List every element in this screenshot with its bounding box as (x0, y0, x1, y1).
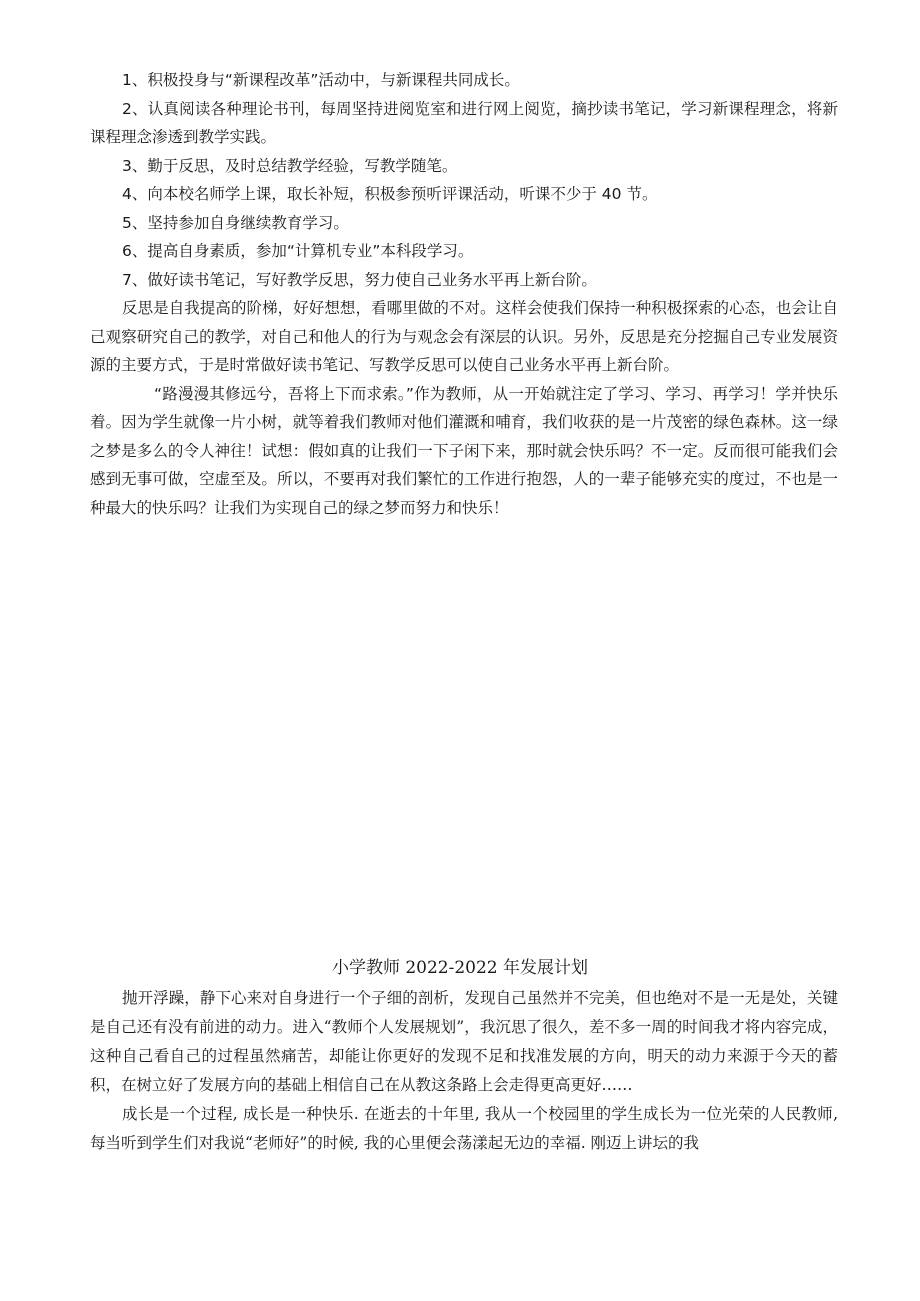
development-plan-section (90, 984, 838, 1158)
reflection-paragraph: 反思是自我提高的阶梯，好好想想，看哪里做的不对。这样会使我们保持一种积极探索的心态，也会让自己观察研究自己的教学，对自己和他人的行为与观念会有深层的认识。另外，反思是充分挖掘自己专业发展资源的主要方式，于是时常做好读书笔记、写教学反思可以使自己业务水平再上新台阶。 (90, 299, 838, 374)
plan-item-7: 7、做好读书笔记，写好教学反思，努力使自己业务水平再上新台阶。 (122, 270, 597, 289)
intro-paragraph: 抛开浮躁，静下心来对自身进行一个子细的剖析，发现自己虽然并不完美，但也绝对不是一无是处，关键是自己还有没有前进的动力。进入“教师个人发展规划”，我沉思了很久，差不多一周的时间我才将内容完成，这种自己看自己的过程虽然痛苦，却能让你更好的发现不足和找准发展的方向，明天的动力来源于今天的蓄积，在树立好了发展方向的基础上相信自己在从教这条路上会走得更高更好…… (90, 989, 838, 1094)
plan-item-5: 5、坚持参加自身继续教育学习。 (122, 213, 349, 232)
closing-paragraph: “路漫漫其修远兮，吾将上下而求索。”作为教师，从一开始就注定了学习、学习、再学习！学并快乐着。因为学生就像一片小树，就等着我们教师对他们灌溉和哺育，我们收获的是一片茂密的绿色森林。这一绿之梦是多么的令人神往！试想：假如真的让我们一下子闲下来，那时就会快乐吗？不一定。反而很可能我们会感到无事可做，空虚至及。所以，不要再对我们繁忙的工作进行抱怨，人的一辈子能够充实的度过，不也是一种最大的快乐吗？让我们为实现自己的绿之梦而努力和快乐！ (90, 384, 838, 517)
plan-item-3: 3、勤于反思，及时总结教学经验，写教学随笔。 (122, 156, 458, 175)
plan-item-4: 4、向本校名师学上课，取长补短，积极参预听评课活动，听课不少于 40 节。 (122, 185, 658, 203)
plan-section (90, 66, 838, 522)
plan-item-1: 1、积极投身与“新课程改革”活动中，与新课程共同成长。 (122, 71, 520, 89)
section-title: 小学教师 2022-2022 年发展计划 (331, 958, 589, 978)
plan-item-2: 2、认真阅读各种理论书刊，每周坚持进阅览室和进行网上阅览，摘抄读书笔记，学习新课程理念，将新课程理念渗透到教学实践。 (90, 99, 838, 146)
growth-paragraph: 成长是一个过程, 成长是一种快乐. 在逝去的十年里, 我从一个校园里的学生成长为一位光荣的人民教师, 每当听到学生们对我说“老师好”的时候, 我的心里便会荡漾起无边的幸福. 刚迈上讲坛的我 (90, 1105, 838, 1152)
plan-item-6: 6、提高自身素质，参加“计算机专业”本科段学习。 (122, 242, 474, 260)
